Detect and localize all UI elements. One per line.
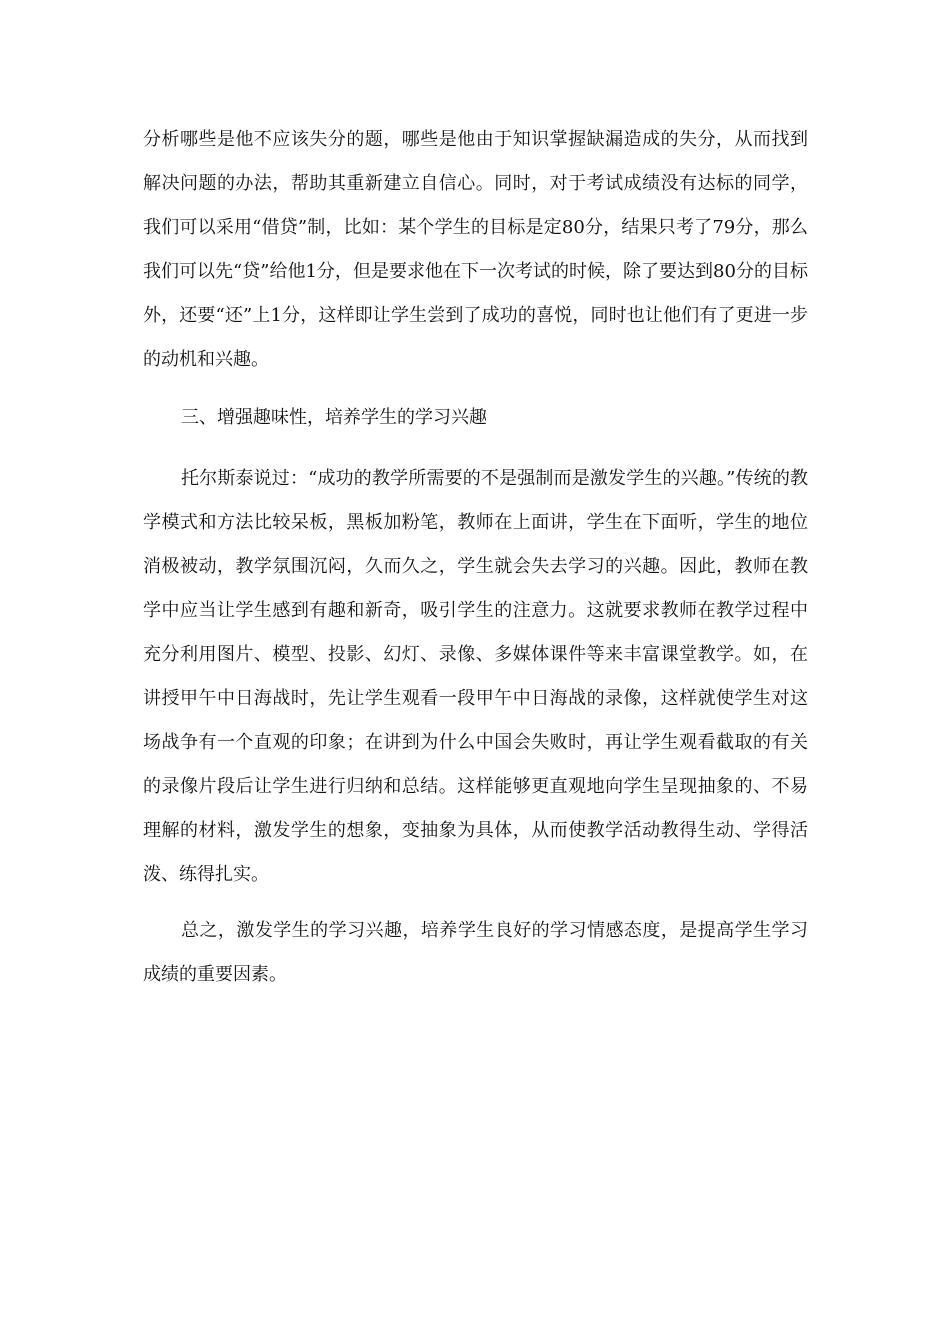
section-heading: 三、增强趣味性，培养学生的学习兴趣 <box>181 407 487 428</box>
paragraph-body: 托尔斯泰说过：“成功的教学所需要的不是强制而是激发学生的兴趣。”传统的教学模式和方法比较呆板，黑板加粉笔，教师在上面讲，学生在下面听，学生的地位消极被动，教学氛围沉闷，久而久之，学生就会失去学习的兴趣。因此，教师在教学中应当让学生感到有趣和新奇，吸引学生的注意力。这就要求教师在教学过程中充分利用图片、模型、投影、幻灯、录像、多媒体课件等来丰富课堂教学。如，在讲授甲午中日海战时，先让学生观看一段甲午中日海战的录像，这样就使学生对这场战争有一个直观的印象；在讲到为什么中国会失败时，再让学生观看截取的有关的录像片段后让学生进行归纳和总结。这样能够更直观地向学生呈现抽象的、不易理解的材料，激发学生的想象，变抽象为具体，从而使教学活动教得生动、学得活泼、练得扎实。 <box>143 468 808 885</box>
paragraph-continuation: 分析哪些是他不应该失分的题，哪些是他由于知识掌握缺漏造成的失分，从而找到解决问题的办法，帮助其重新建立自信心。同时，对于考试成绩没有达标的同学，我们可以采用“借贷”制，比如：某个学生的目标是定80分，结果只考了79分，那么我们可以先“贷”给他1分，但是要求他在下一次考试的时候，除了要达到80分的目标外，还要“还”上1分，这样即让学生尝到了成功的喜悦，同时也让他们有了更进一步的动机和兴趣。 <box>143 129 808 370</box>
paragraph-conclusion: 总之，激发学生的学习兴趣，培养学生良好的学习情感态度，是提高学生学习成绩的重要因素。 <box>143 920 808 985</box>
